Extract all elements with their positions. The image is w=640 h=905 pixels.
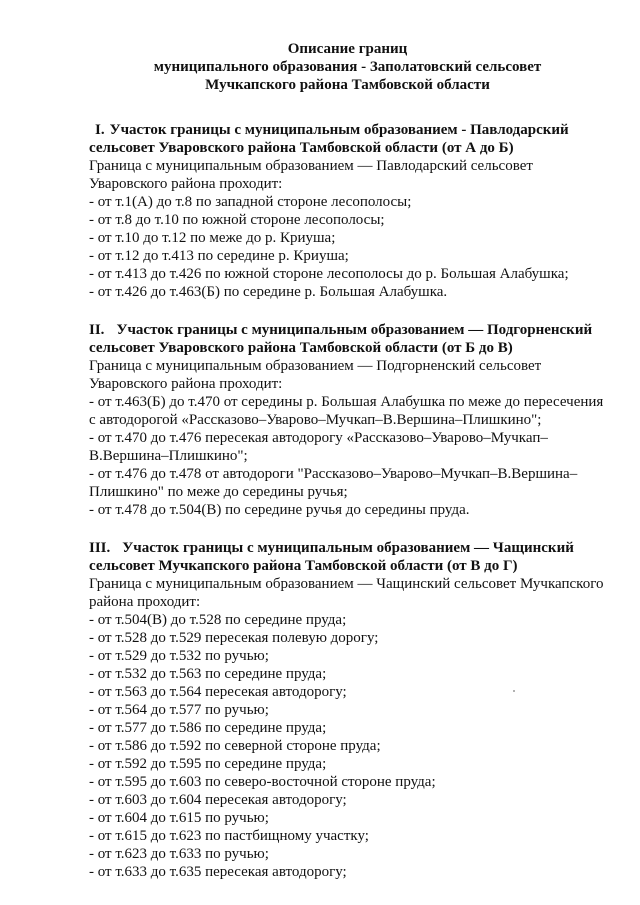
section-3-item: - от т.603 до т.604 пересекая автодорогу; xyxy=(89,792,347,808)
section-1-item: - от т.413 до т.426 по южной стороне лесополосы до р. Большая Алабушка; xyxy=(89,266,569,282)
title-line-2: муниципального образования - Заполатовский сельсовет xyxy=(153,59,542,75)
section-3-number: III. xyxy=(89,540,111,556)
section-3-item: - от т.532 до т.563 по середине пруда; xyxy=(89,666,327,682)
section-3-item: - от т.586 до т.592 по северной стороне пруда; xyxy=(89,738,381,754)
section-1-item: - от т.1(А) до т.8 по западной стороне лесополосы; xyxy=(89,194,412,210)
section-3-item: - от т.577 до т.586 по середине пруда; xyxy=(89,720,327,736)
section-3-item: - от т.504(В) до т.528 по середине пруда; xyxy=(89,612,347,628)
section-3-item: - от т.604 до т.615 по ручью; xyxy=(89,810,269,826)
section-1-intro: Граница с муниципальным образованием — Павлодарский сельсовет Уваровского района проходит: xyxy=(89,158,533,192)
section-1-heading xyxy=(89,121,612,157)
section-1-item: - от т.12 до т.413 по середине р. Криуша; xyxy=(89,248,349,264)
section-2-item: - от т.476 до т.478 от автодороги "Рассказово–Уварово–Мучкап–В.Вершина–Плишкино" по меже до середины ручья; xyxy=(89,466,578,500)
section-2-item: - от т.478 до т.504(В) по середине ручья до середины пруда. xyxy=(89,502,470,518)
section-1-heading-text: Участок границы с муниципальным образованием - Павлодарский сельсовет Уваровского района Тамбовской области (от А до Б) xyxy=(89,122,569,156)
scan-speck xyxy=(513,690,515,692)
section-2-number: II. xyxy=(89,322,105,338)
section-2-heading-text: Участок границы с муниципальным образованием — Подгорненский сельсовет Уваровского района Тамбовской области (от Б до В) xyxy=(89,322,593,356)
section-3-item: - от т.595 до т.603 по северо-восточной стороне пруда; xyxy=(89,774,436,790)
section-2-heading xyxy=(89,321,612,357)
section-3-item: - от т.564 до т.577 по ручью; xyxy=(89,702,269,718)
section-1-item: - от т.8 до т.10 по южной стороне лесополосы; xyxy=(89,212,385,228)
section-3-item: - от т.592 до т.595 по середине пруда; xyxy=(89,756,327,772)
section-2-item: - от т.470 до т.476 пересекая автодорогу «Рассказово–Уварово–Мучкап–В.Вершина–Плишкино"; xyxy=(89,430,548,464)
section-3-item: - от т.528 до т.529 пересекая полевую дорогу; xyxy=(89,630,379,646)
section-3-intro: Граница с муниципальным образованием — Чащинский сельсовет Мучкапского района проходит: xyxy=(89,576,604,610)
section-3-item: - от т.633 до т.635 пересекая автодорогу; xyxy=(89,864,347,880)
section-3-heading xyxy=(89,539,612,575)
section-1-number: I. xyxy=(95,122,105,138)
section-3-item: - от т.615 до т.623 по пастбищному участку; xyxy=(89,828,369,844)
section-3-item: - от т.623 до т.633 по ручью; xyxy=(89,846,269,862)
section-3-item: - от т.529 до т.532 по ручью; xyxy=(89,648,269,664)
title-line-1: Описание границ xyxy=(287,41,408,57)
section-2-item: - от т.463(Б) до т.470 от середины р. Большая Алабушка по меже до пересечения с автодорогой «Рассказово–Уварово–Мучкап–В.Вершина–Плишкино"; xyxy=(89,394,604,428)
section-1-item: - от т.10 до т.12 по меже до р. Криуша; xyxy=(89,230,336,246)
title-line-3: Мучкапского района Тамбовской области xyxy=(205,77,490,93)
section-2-intro: Граница с муниципальным образованием — Подгорненский сельсовет Уваровского района проходит: xyxy=(89,358,542,392)
section-3-heading-text: Участок границы с муниципальным образованием — Чащинский сельсовет Мучкапского района Тамбовской области (от В до Г) xyxy=(89,540,574,574)
section-1-item: - от т.426 до т.463(Б) по середине р. Большая Алабушка. xyxy=(89,284,448,300)
section-1 xyxy=(89,121,612,301)
section-3-item: - от т.563 до т.564 пересекая автодорогу; xyxy=(89,684,347,700)
section-3 xyxy=(89,539,612,881)
section-2 xyxy=(89,321,612,519)
document-title xyxy=(89,40,612,94)
